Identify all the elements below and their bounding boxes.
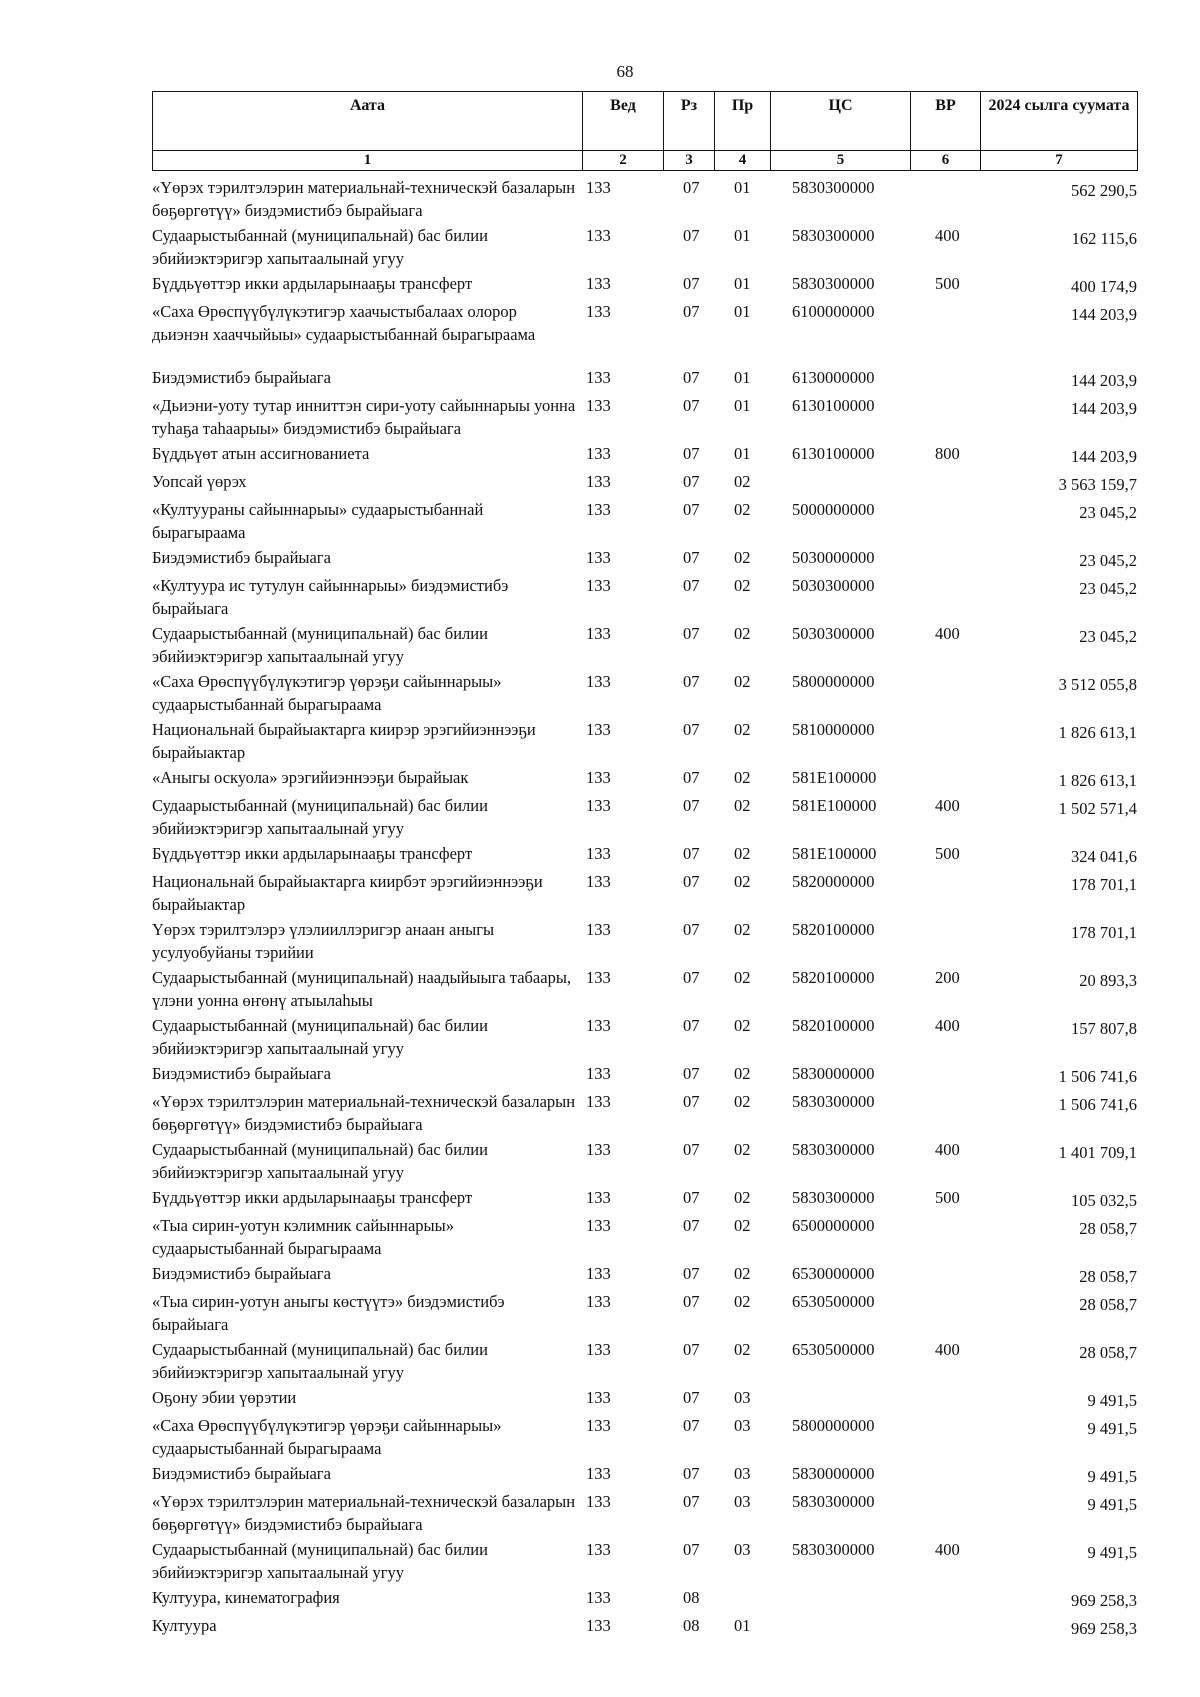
table-header bbox=[152, 91, 1138, 171]
row-sum: 162 115,6 bbox=[1071, 229, 1137, 248]
row-pr: 02 bbox=[734, 1188, 751, 1207]
row-ved: 133 bbox=[586, 302, 611, 321]
row-pr: 02 bbox=[734, 796, 751, 815]
row-name: Национальнай бырайыактарга киирэр эрэгийиэннээҕи бырайыактар bbox=[152, 720, 536, 762]
row-name: Судаарыстыбаннай (муниципальнай) бас билии эбийиэктэригэр хапытаалынай угуу bbox=[152, 1016, 488, 1058]
row-rz: 07 bbox=[683, 1016, 700, 1035]
table-row bbox=[152, 794, 1137, 840]
row-ved: 133 bbox=[586, 1492, 611, 1511]
row-pr: 02 bbox=[734, 1292, 751, 1311]
row-pr: 02 bbox=[734, 1092, 751, 1111]
row-pr: 02 bbox=[734, 500, 751, 519]
row-name: «Үөрэх тэрилтэлэрин материальнай-техническэй базаларын бөҕөргөтүү» биэдэмистибэ бырайыага bbox=[152, 1492, 576, 1534]
row-ved: 133 bbox=[586, 396, 611, 415]
row-pr: 02 bbox=[734, 1140, 751, 1159]
row-rz: 07 bbox=[683, 844, 700, 863]
row-sum: 144 203,9 bbox=[1071, 371, 1137, 390]
table-row bbox=[152, 470, 1137, 496]
table-row bbox=[152, 966, 1137, 1012]
row-ved: 133 bbox=[586, 1188, 611, 1207]
row-name: Биэдэмистибэ бырайыага bbox=[152, 548, 331, 567]
row-rz: 07 bbox=[683, 1264, 700, 1283]
row-rz: 07 bbox=[683, 968, 700, 987]
row-rz: 07 bbox=[683, 720, 700, 739]
row-ved: 133 bbox=[586, 1216, 611, 1235]
row-rz: 07 bbox=[683, 1292, 700, 1311]
row-rz: 07 bbox=[683, 1092, 700, 1111]
row-rz: 07 bbox=[683, 920, 700, 939]
header-number: 2 bbox=[583, 151, 664, 171]
header-number: 5 bbox=[771, 151, 911, 171]
row-cs: 5810000000 bbox=[792, 720, 875, 739]
row-rz: 07 bbox=[683, 178, 700, 197]
row-sum: 9 491,5 bbox=[1087, 1495, 1137, 1514]
header-vr: ВР bbox=[911, 92, 981, 151]
row-rz: 07 bbox=[683, 1340, 700, 1359]
row-name: «Аныгы оскуола» эрэгийиэннээҕи бырайыак bbox=[152, 768, 469, 787]
row-rz: 07 bbox=[683, 672, 700, 691]
row-pr: 03 bbox=[734, 1540, 751, 1559]
row-sum: 9 491,5 bbox=[1087, 1419, 1137, 1438]
row-sum: 23 045,2 bbox=[1079, 551, 1137, 570]
row-rz: 07 bbox=[683, 1388, 700, 1407]
table-row bbox=[152, 918, 1137, 964]
row-pr: 01 bbox=[734, 302, 751, 321]
row-rz: 07 bbox=[683, 302, 700, 321]
row-cs: 5820100000 bbox=[792, 920, 875, 939]
row-sum: 28 058,7 bbox=[1079, 1343, 1137, 1362]
row-ved: 133 bbox=[586, 500, 611, 519]
header-rz: Рз bbox=[664, 92, 715, 151]
row-sum: 1 826 613,1 bbox=[1058, 771, 1137, 790]
row-ved: 133 bbox=[586, 576, 611, 595]
row-sum: 1 826 613,1 bbox=[1058, 723, 1137, 742]
table-row bbox=[152, 546, 1137, 572]
row-pr: 01 bbox=[734, 368, 751, 387]
header-name: Аата bbox=[153, 92, 583, 151]
row-name: «Култуура ис тутулун сайыннарыы» биэдэмистибэ бырайыага bbox=[152, 576, 509, 618]
row-vr: 200 bbox=[935, 968, 960, 987]
row-ved: 133 bbox=[586, 226, 611, 245]
table-row bbox=[152, 1290, 1137, 1336]
row-cs: 5830300000 bbox=[792, 1540, 875, 1559]
row-sum: 23 045,2 bbox=[1079, 503, 1137, 522]
row-pr: 02 bbox=[734, 548, 751, 567]
header-number: 7 bbox=[981, 151, 1138, 171]
table-row bbox=[152, 1014, 1137, 1060]
table-row bbox=[152, 1214, 1137, 1260]
row-rz: 07 bbox=[683, 1216, 700, 1235]
row-vr: 500 bbox=[935, 1188, 960, 1207]
row-cs: 6130100000 bbox=[792, 444, 875, 463]
table-row bbox=[152, 300, 1137, 346]
row-sum: 1 506 741,6 bbox=[1058, 1067, 1137, 1086]
row-sum: 23 045,2 bbox=[1079, 579, 1137, 598]
table-row bbox=[152, 1062, 1137, 1088]
header-sum: 2024 сылга суумата bbox=[981, 92, 1138, 151]
row-pr: 02 bbox=[734, 1064, 751, 1083]
row-pr: 01 bbox=[734, 444, 751, 463]
table-row bbox=[152, 442, 1137, 468]
row-pr: 02 bbox=[734, 624, 751, 643]
header-number: 4 bbox=[715, 151, 771, 171]
row-rz: 07 bbox=[683, 1140, 700, 1159]
row-sum: 144 203,9 bbox=[1071, 305, 1137, 324]
row-ved: 133 bbox=[586, 548, 611, 567]
row-pr: 03 bbox=[734, 1464, 751, 1483]
row-name: Култуура bbox=[152, 1616, 217, 1635]
row-ved: 133 bbox=[586, 1064, 611, 1083]
row-pr: 01 bbox=[734, 274, 751, 293]
row-cs: 6530500000 bbox=[792, 1292, 875, 1311]
row-cs: 6530500000 bbox=[792, 1340, 875, 1359]
row-name: Судаарыстыбаннай (муниципальнай) бас билии эбийиэктэригэр хапытаалынай угуу bbox=[152, 624, 488, 666]
row-name: Судаарыстыбаннай (муниципальнай) наадыйыыга табаары, үлэни уонна өҥөнү атыылаһыы bbox=[152, 968, 572, 1010]
row-rz: 07 bbox=[683, 1416, 700, 1435]
row-rz: 07 bbox=[683, 368, 700, 387]
row-vr: 400 bbox=[935, 1340, 960, 1359]
row-cs: 6530000000 bbox=[792, 1264, 875, 1283]
table-row bbox=[152, 842, 1137, 868]
row-cs: 6500000000 bbox=[792, 1216, 875, 1235]
row-cs: 5030300000 bbox=[792, 576, 875, 595]
table-row bbox=[152, 1414, 1137, 1460]
row-sum: 178 701,1 bbox=[1071, 875, 1137, 894]
table-row bbox=[152, 272, 1137, 298]
row-cs: 5830300000 bbox=[792, 1140, 875, 1159]
row-pr: 01 bbox=[734, 396, 751, 415]
row-vr: 500 bbox=[935, 844, 960, 863]
row-name: Судаарыстыбаннай (муниципальнай) бас билии эбийиэктэригэр хапытаалынай угуу bbox=[152, 1340, 488, 1382]
row-pr: 02 bbox=[734, 472, 751, 491]
row-rz: 07 bbox=[683, 500, 700, 519]
row-ved: 133 bbox=[586, 1588, 611, 1607]
row-cs: 5830000000 bbox=[792, 1464, 875, 1483]
row-rz: 07 bbox=[683, 548, 700, 567]
row-rz: 07 bbox=[683, 796, 700, 815]
row-cs: 6130000000 bbox=[792, 368, 875, 387]
row-name: Биэдэмистибэ бырайыага bbox=[152, 1264, 331, 1283]
row-sum: 28 058,7 bbox=[1079, 1219, 1137, 1238]
row-sum: 20 893,3 bbox=[1079, 971, 1137, 990]
row-ved: 133 bbox=[586, 444, 611, 463]
row-ved: 133 bbox=[586, 472, 611, 491]
row-vr: 800 bbox=[935, 444, 960, 463]
header-cs: ЦС bbox=[771, 92, 911, 151]
row-rz: 07 bbox=[683, 472, 700, 491]
row-rz: 07 bbox=[683, 1064, 700, 1083]
row-sum: 400 174,9 bbox=[1071, 277, 1137, 296]
table-row bbox=[152, 1338, 1137, 1384]
row-ved: 133 bbox=[586, 796, 611, 815]
row-vr: 400 bbox=[935, 226, 960, 245]
row-pr: 03 bbox=[734, 1492, 751, 1511]
row-ved: 133 bbox=[586, 872, 611, 891]
row-pr: 02 bbox=[734, 844, 751, 863]
row-name: «Саха Өрөспүүбүлүкэтигэр үөрэҕи сайыннарыы» судаарыстыбаннай бырагыраама bbox=[152, 1416, 502, 1458]
row-rz: 07 bbox=[683, 872, 700, 891]
row-name: «Үөрэх тэрилтэлэрин материальнай-техническэй базаларын бөҕөргөтүү» биэдэмистибэ бырайыага bbox=[152, 1092, 576, 1134]
row-sum: 178 701,1 bbox=[1071, 923, 1137, 942]
header-ved: Вед bbox=[583, 92, 664, 151]
row-name: Култуура, кинематография bbox=[152, 1588, 340, 1607]
row-pr: 02 bbox=[734, 1216, 751, 1235]
row-rz: 07 bbox=[683, 1492, 700, 1511]
row-rz: 07 bbox=[683, 444, 700, 463]
table-row bbox=[152, 1386, 1137, 1412]
table-row bbox=[152, 1614, 1137, 1640]
row-sum: 28 058,7 bbox=[1079, 1267, 1137, 1286]
table-row bbox=[152, 1186, 1137, 1212]
row-ved: 133 bbox=[586, 1092, 611, 1111]
row-ved: 133 bbox=[586, 672, 611, 691]
row-rz: 07 bbox=[683, 226, 700, 245]
table-row bbox=[152, 366, 1137, 392]
row-cs: 5830300000 bbox=[792, 1092, 875, 1111]
row-ved: 133 bbox=[586, 968, 611, 987]
row-cs: 581E100000 bbox=[792, 768, 877, 787]
row-ved: 133 bbox=[586, 1140, 611, 1159]
row-cs: 5800000000 bbox=[792, 672, 875, 691]
row-vr: 400 bbox=[935, 1140, 960, 1159]
row-sum: 3 512 055,8 bbox=[1058, 675, 1137, 694]
row-name: «Култуураны сайыннарыы» судаарыстыбаннай бырагыраама bbox=[152, 500, 484, 542]
table-row bbox=[152, 498, 1137, 544]
table-row bbox=[152, 1090, 1137, 1136]
row-rz: 07 bbox=[683, 1188, 700, 1207]
row-cs: 5830300000 bbox=[792, 1188, 875, 1207]
row-ved: 133 bbox=[586, 920, 611, 939]
row-name: «Саха Өрөспүүбүлүкэтигэр үөрэҕи сайыннарыы» судаарыстыбаннай бырагыраама bbox=[152, 672, 502, 714]
row-pr: 01 bbox=[734, 178, 751, 197]
row-vr: 400 bbox=[935, 796, 960, 815]
row-ved: 133 bbox=[586, 368, 611, 387]
row-name: Биэдэмистибэ бырайыага bbox=[152, 368, 331, 387]
row-sum: 324 041,6 bbox=[1071, 847, 1137, 866]
row-cs: 5820100000 bbox=[792, 1016, 875, 1035]
row-pr: 02 bbox=[734, 920, 751, 939]
row-name: Биэдэмистибэ бырайыага bbox=[152, 1464, 331, 1483]
row-cs: 5000000000 bbox=[792, 500, 875, 519]
row-ved: 133 bbox=[586, 1464, 611, 1483]
row-sum: 3 563 159,7 bbox=[1058, 475, 1137, 494]
table-row bbox=[152, 1586, 1137, 1612]
row-ved: 133 bbox=[586, 1340, 611, 1359]
row-cs: 581E100000 bbox=[792, 844, 877, 863]
table-row bbox=[152, 670, 1137, 716]
table-row bbox=[152, 176, 1137, 222]
row-name: Бүддьүөттэр икки ардыларынааҕы трансферт bbox=[152, 844, 473, 863]
row-pr: 02 bbox=[734, 1016, 751, 1035]
row-sum: 28 058,7 bbox=[1079, 1295, 1137, 1314]
row-name: Үөрэх тэрилтэлэрэ үлэлииллэригэр анаан аныгы усулуобуйаны тэрийии bbox=[152, 920, 495, 962]
row-sum: 9 491,5 bbox=[1087, 1467, 1137, 1486]
header-number: 1 bbox=[153, 151, 583, 171]
row-ved: 133 bbox=[586, 1616, 611, 1635]
row-pr: 03 bbox=[734, 1416, 751, 1435]
row-name: Биэдэмистибэ бырайыага bbox=[152, 1064, 331, 1083]
row-sum: 562 290,5 bbox=[1071, 181, 1137, 200]
row-rz: 07 bbox=[683, 624, 700, 643]
row-name: Судаарыстыбаннай (муниципальнай) бас билии эбийиэктэригэр хапытаалынай угуу bbox=[152, 1140, 488, 1182]
header-pr: Пр bbox=[715, 92, 771, 151]
row-ved: 133 bbox=[586, 1264, 611, 1283]
row-sum: 1 506 741,6 bbox=[1058, 1095, 1137, 1114]
row-name: Оҕону эбии үөрэтии bbox=[152, 1388, 297, 1407]
table-row bbox=[152, 1262, 1137, 1288]
row-cs: 5830000000 bbox=[792, 1064, 875, 1083]
row-name: Бүддьүөт атын ассигнованиета bbox=[152, 444, 370, 463]
row-pr: 02 bbox=[734, 968, 751, 987]
row-name: Бүддьүөттэр икки ардыларынааҕы трансферт bbox=[152, 274, 473, 293]
row-pr: 02 bbox=[734, 672, 751, 691]
table-row bbox=[152, 1138, 1137, 1184]
row-name: Бүддьүөттэр икки ардыларынааҕы трансферт bbox=[152, 1188, 473, 1207]
row-vr: 400 bbox=[935, 624, 960, 643]
row-cs: 5830300000 bbox=[792, 226, 875, 245]
row-name: Уопсай үөрэх bbox=[152, 472, 247, 491]
row-name: «Дьиэни-уоту тутар инниттэн сири-уоту сайыннарыы уонна туһаҕа таһаарыы» биэдэмистибэ бырайыага bbox=[152, 396, 576, 438]
row-rz: 08 bbox=[683, 1588, 700, 1607]
row-pr: 02 bbox=[734, 1264, 751, 1283]
row-cs: 5830300000 bbox=[792, 178, 875, 197]
row-rz: 07 bbox=[683, 768, 700, 787]
row-sum: 144 203,9 bbox=[1071, 447, 1137, 466]
row-cs: 5830300000 bbox=[792, 274, 875, 293]
row-sum: 9 491,5 bbox=[1087, 1391, 1137, 1410]
row-cs: 5800000000 bbox=[792, 1416, 875, 1435]
row-sum: 969 258,3 bbox=[1071, 1591, 1137, 1610]
row-sum: 144 203,9 bbox=[1071, 399, 1137, 418]
budget-table-body bbox=[152, 176, 1137, 1642]
row-sum: 1 502 571,4 bbox=[1058, 799, 1137, 818]
row-cs: 5820100000 bbox=[792, 968, 875, 987]
row-sum: 1 401 709,1 bbox=[1058, 1143, 1137, 1162]
row-sum: 23 045,2 bbox=[1079, 627, 1137, 646]
row-pr: 02 bbox=[734, 768, 751, 787]
row-name: «Саха Өрөспүүбүлүкэтигэр хаачыстыбалаах олорор дьиэнэн хааччыйыы» судаарыстыбаннай бырагыраама bbox=[152, 302, 536, 344]
row-sum: 969 258,3 bbox=[1071, 1619, 1137, 1638]
table-row bbox=[152, 224, 1137, 270]
row-name: Судаарыстыбаннай (муниципальнай) бас билии эбийиэктэригэр хапытаалынай угуу bbox=[152, 796, 488, 838]
row-rz: 07 bbox=[683, 576, 700, 595]
table-row bbox=[152, 574, 1137, 620]
row-ved: 133 bbox=[586, 1016, 611, 1035]
row-ved: 133 bbox=[586, 1292, 611, 1311]
row-vr: 500 bbox=[935, 274, 960, 293]
header-number: 3 bbox=[664, 151, 715, 171]
row-rz: 07 bbox=[683, 274, 700, 293]
row-name: «Тыа сирин-уотун кэлимник сайыннарыы» судаарыстыбаннай бырагыраама bbox=[152, 1216, 454, 1258]
row-cs: 5830300000 bbox=[792, 1492, 875, 1511]
row-ved: 133 bbox=[586, 844, 611, 863]
row-rz: 07 bbox=[683, 396, 700, 415]
row-name: Судаарыстыбаннай (муниципальнай) бас билии эбийиэктэригэр хапытаалынай угуу bbox=[152, 226, 488, 268]
row-cs: 5820000000 bbox=[792, 872, 875, 891]
row-rz: 07 bbox=[683, 1464, 700, 1483]
table-row bbox=[152, 1490, 1137, 1536]
row-ved: 133 bbox=[586, 1540, 611, 1559]
row-ved: 133 bbox=[586, 1416, 611, 1435]
table-row bbox=[152, 394, 1137, 440]
table-row bbox=[152, 718, 1137, 764]
row-sum: 9 491,5 bbox=[1087, 1543, 1137, 1562]
row-pr: 02 bbox=[734, 1340, 751, 1359]
row-ved: 133 bbox=[586, 720, 611, 739]
table-row bbox=[152, 870, 1137, 916]
table-row bbox=[152, 766, 1137, 792]
row-pr: 01 bbox=[734, 226, 751, 245]
row-cs: 5030300000 bbox=[792, 624, 875, 643]
row-cs: 5030000000 bbox=[792, 548, 875, 567]
row-name: «Үөрэх тэрилтэлэрин материальнай-техническэй базаларын бөҕөргөтүү» биэдэмистибэ бырайыага bbox=[152, 178, 576, 220]
row-pr: 02 bbox=[734, 720, 751, 739]
table-row bbox=[152, 1538, 1137, 1584]
row-ved: 133 bbox=[586, 274, 611, 293]
row-ved: 133 bbox=[586, 1388, 611, 1407]
row-rz: 07 bbox=[683, 1540, 700, 1559]
row-pr: 02 bbox=[734, 576, 751, 595]
row-vr: 400 bbox=[935, 1540, 960, 1559]
row-cs: 581E100000 bbox=[792, 796, 877, 815]
row-ved: 133 bbox=[586, 178, 611, 197]
row-cs: 6130100000 bbox=[792, 396, 875, 415]
page-number: 68 bbox=[616, 62, 634, 81]
row-name: Национальнай бырайыактарга киирбэт эрэгийиэннээҕи бырайыактар bbox=[152, 872, 543, 914]
row-pr: 01 bbox=[734, 1616, 751, 1635]
row-sum: 157 807,8 bbox=[1071, 1019, 1137, 1038]
row-vr: 400 bbox=[935, 1016, 960, 1035]
row-ved: 133 bbox=[586, 624, 611, 643]
row-ved: 133 bbox=[586, 768, 611, 787]
row-name: Судаарыстыбаннай (муниципальнай) бас билии эбийиэктэригэр хапытаалынай угуу bbox=[152, 1540, 488, 1582]
row-name: «Тыа сирин-уотун аныгы көстүүтэ» биэдэмистибэ бырайыага bbox=[152, 1292, 505, 1334]
row-rz: 08 bbox=[683, 1616, 700, 1635]
row-sum: 105 032,5 bbox=[1071, 1191, 1137, 1210]
table-row bbox=[152, 1462, 1137, 1488]
row-pr: 03 bbox=[734, 1388, 751, 1407]
row-cs: 6100000000 bbox=[792, 302, 875, 321]
header-number: 6 bbox=[911, 151, 981, 171]
row-pr: 02 bbox=[734, 872, 751, 891]
table-row bbox=[152, 622, 1137, 668]
